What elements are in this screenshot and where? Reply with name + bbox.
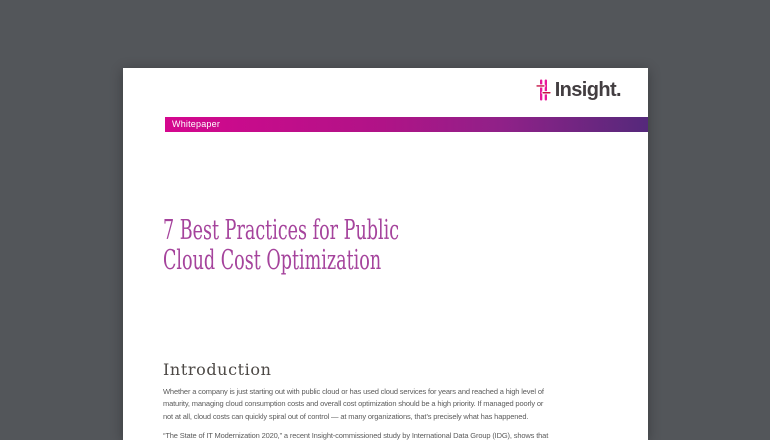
intro-heading: Introduction bbox=[163, 360, 272, 379]
intro-paragraph-2: “The State of IT Modernization 2020,” a recent Insight-commissioned study by International Data Group (IDG), shows that bbox=[163, 431, 549, 440]
insight-logo bbox=[536, 78, 621, 102]
insight-hash-icon bbox=[536, 79, 551, 101]
introduction-section bbox=[163, 360, 555, 440]
insight-wordmark: Insight. bbox=[554, 79, 621, 101]
intro-paragraph-1: Whether a company is just starting out with public cloud or has used cloud services for years and reached a high level of maturity, managing cloud consumption costs and overall cost optimization should be a high priority. If managed poorly or not at all, cloud costs can quickly spiral out of control — at many organizations, that’s precisely what has happened. bbox=[163, 387, 544, 421]
whitepaper-banner bbox=[165, 117, 648, 132]
document-page bbox=[123, 68, 648, 440]
banner-label: Whitepaper bbox=[172, 119, 221, 129]
document-title: 7 Best Practices for Public Cloud Cost Optimization bbox=[163, 215, 400, 276]
